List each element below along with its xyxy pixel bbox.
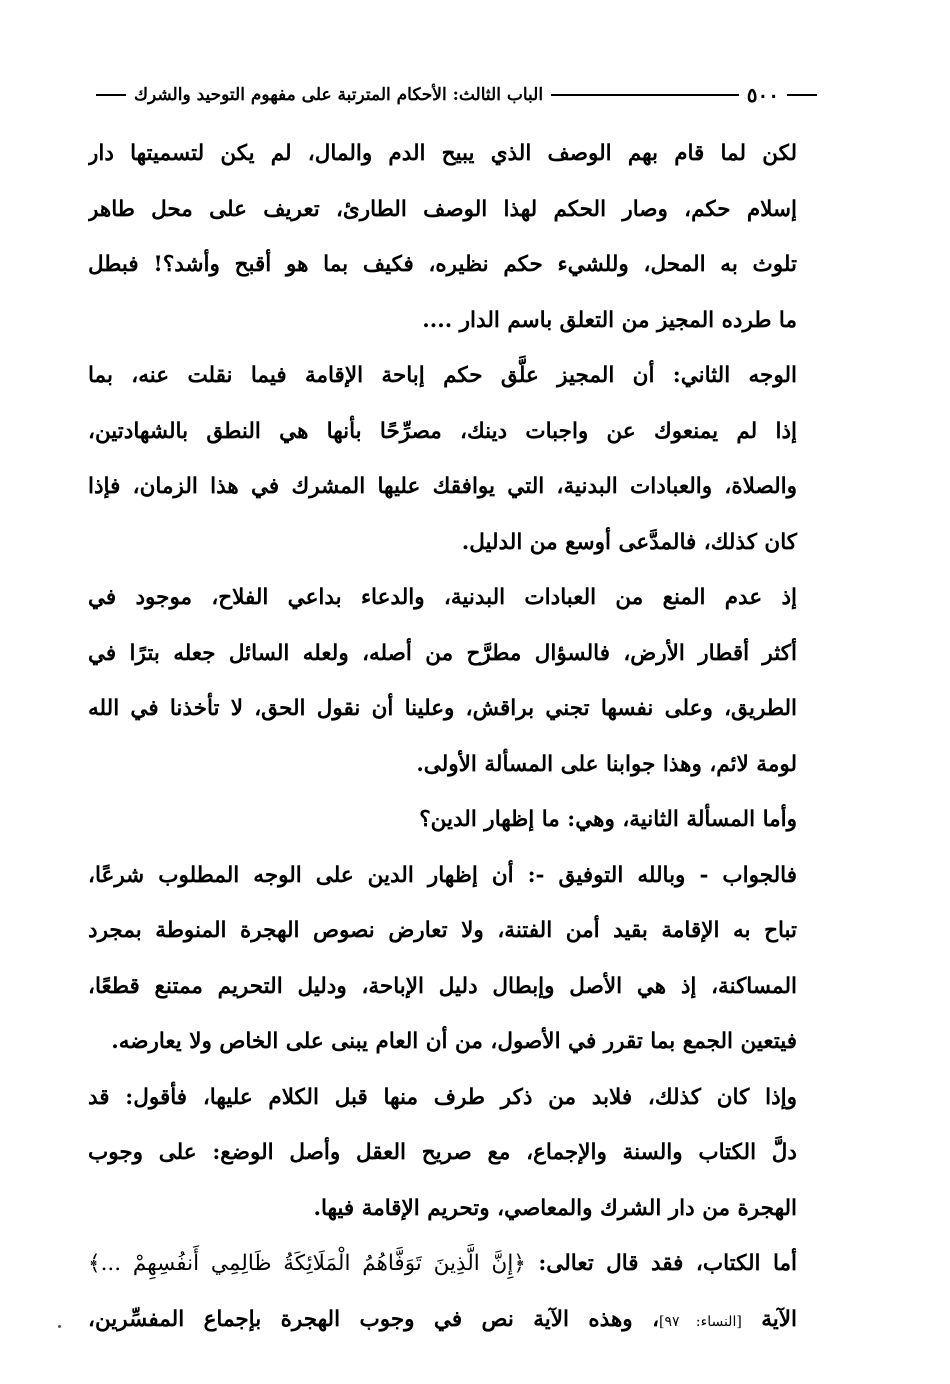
- paragraph-6: [88, 1070, 825, 1237]
- text-line: تلوث به المحل، وللشيء حكم نظيره، فكيف بما هو أقبح وأشد؟! فبطل: [88, 252, 797, 277]
- paragraph-lead: الوجه الثاني:: [672, 363, 797, 388]
- text-segment: الآية: [761, 1306, 797, 1332]
- paragraph-5: [88, 848, 825, 1070]
- text-line: كان كذلك، فالمدَّعى أوسع من الدليل.: [461, 529, 797, 555]
- text-line: [88, 348, 825, 404]
- text-line: [88, 1236, 825, 1292]
- text-line: لكن لما قام بهم الوصف الذي يبيح الدم والمال، لم يكن لتسميتها دار: [88, 141, 797, 166]
- text-line: وأما المسألة الثانية، وهي: ما إظهار الدين؟: [419, 807, 797, 832]
- verse-reference: [النساء: ٩٧]: [659, 1313, 742, 1330]
- paragraph-2: [88, 348, 825, 570]
- header-rule-middle: [551, 94, 739, 96]
- text-segment: ، وهذه الآية نص في وجوب الهجرة بإجماع المفسِّرين،: [88, 1306, 660, 1332]
- text-line: أكثر أقطار الأرض، فالسؤال مطرَّح من أصله، ولعله السائل جعله بترًا في: [88, 640, 797, 666]
- text-line: [88, 1292, 825, 1351]
- text-line: لومة لائم، وهذا جوابنا على المسألة الأولى.: [416, 751, 797, 777]
- text-line: فالجواب - وبالله التوفيق -: أن إظهار الدين على الوجه المطلوب شرعًا،: [88, 862, 797, 888]
- paragraph-3: [88, 570, 825, 792]
- text-line: فيتعين الجمع بما تقرر في الأصول، من أن العام يبنى على الخاص ولا يعارضه.: [111, 1029, 797, 1054]
- header-rule-right: [787, 94, 817, 96]
- page-number: ٥٠٠: [746, 83, 779, 107]
- header-rule-left: [96, 94, 126, 96]
- page-body: [88, 126, 825, 1350]
- text-line: وإذا كان كذلك، فلابد من ذكر طرف منها قبل الكلام عليها، فأقول: قد: [88, 1084, 797, 1110]
- text-line: إذ عدم المنع من العبادات البدنية، والدعاء بداعي الفلاح، موجود في: [88, 585, 797, 610]
- text-segment: أن المجيز علَّق حكم إباحة الإقامة فيما نقلت عنه، بما: [88, 363, 655, 388]
- running-header: [88, 80, 825, 110]
- chapter-title: الباب الثالث: الأحكام المترتبة على مفهوم التوحيد والشرك: [134, 85, 544, 105]
- margin-dot: [58, 1325, 61, 1328]
- text-line: الهجرة من دار الشرك والمعاصي، وتحريم الإقامة فيها.: [313, 1195, 797, 1221]
- paragraph-lead: أما الكتاب، فقد قال تعالى:: [538, 1251, 797, 1276]
- text-line: تباح به الإقامة بقيد أمن الفتنة، ولا تعارض نصوص الهجرة المنوطة بمجرد: [88, 918, 797, 943]
- text-line: والصلاة، والعبادات البدنية، التي يوافقك عليها المشرك في هذا الزمان، فإذا: [88, 474, 797, 499]
- text-line: الطريق، وعلى نفسها تجني براقش، وعلينا أن نقول الحق، لا تأخذنا في الله: [88, 696, 797, 721]
- text-line: ما طرده المجيز من التعلق باسم الدار ....: [422, 307, 797, 333]
- text-line: إذا لم يمنعوك عن واجبات دينك، مصرِّحًا بأنها هي النطق بالشهادتين،: [88, 418, 797, 444]
- paragraph-1: [88, 126, 825, 348]
- text-line: المساكنة، إذ هي الأصل وإبطال دليل الإباحة، ودليل التحريم ممتنع قطعًا،: [88, 973, 797, 999]
- quran-quote: ﴿إِنَّ الَّذِينَ تَوَفَّاهُمُ الْمَلَائِكَةُ ظَالِمِي أَنفُسِهِمْ ...﴾: [88, 1251, 526, 1276]
- paragraph-7: [88, 1236, 825, 1350]
- text-line: إسلام حكم، وصار الحكم لهذا الوصف الطارئ، تعريف على محل طاهر: [88, 196, 797, 222]
- paragraph-4: [88, 792, 825, 848]
- text-line: دلَّ الكتاب والسنة والإجماع، مع صريح العقل وأصل الوضع: على وجوب: [88, 1140, 797, 1165]
